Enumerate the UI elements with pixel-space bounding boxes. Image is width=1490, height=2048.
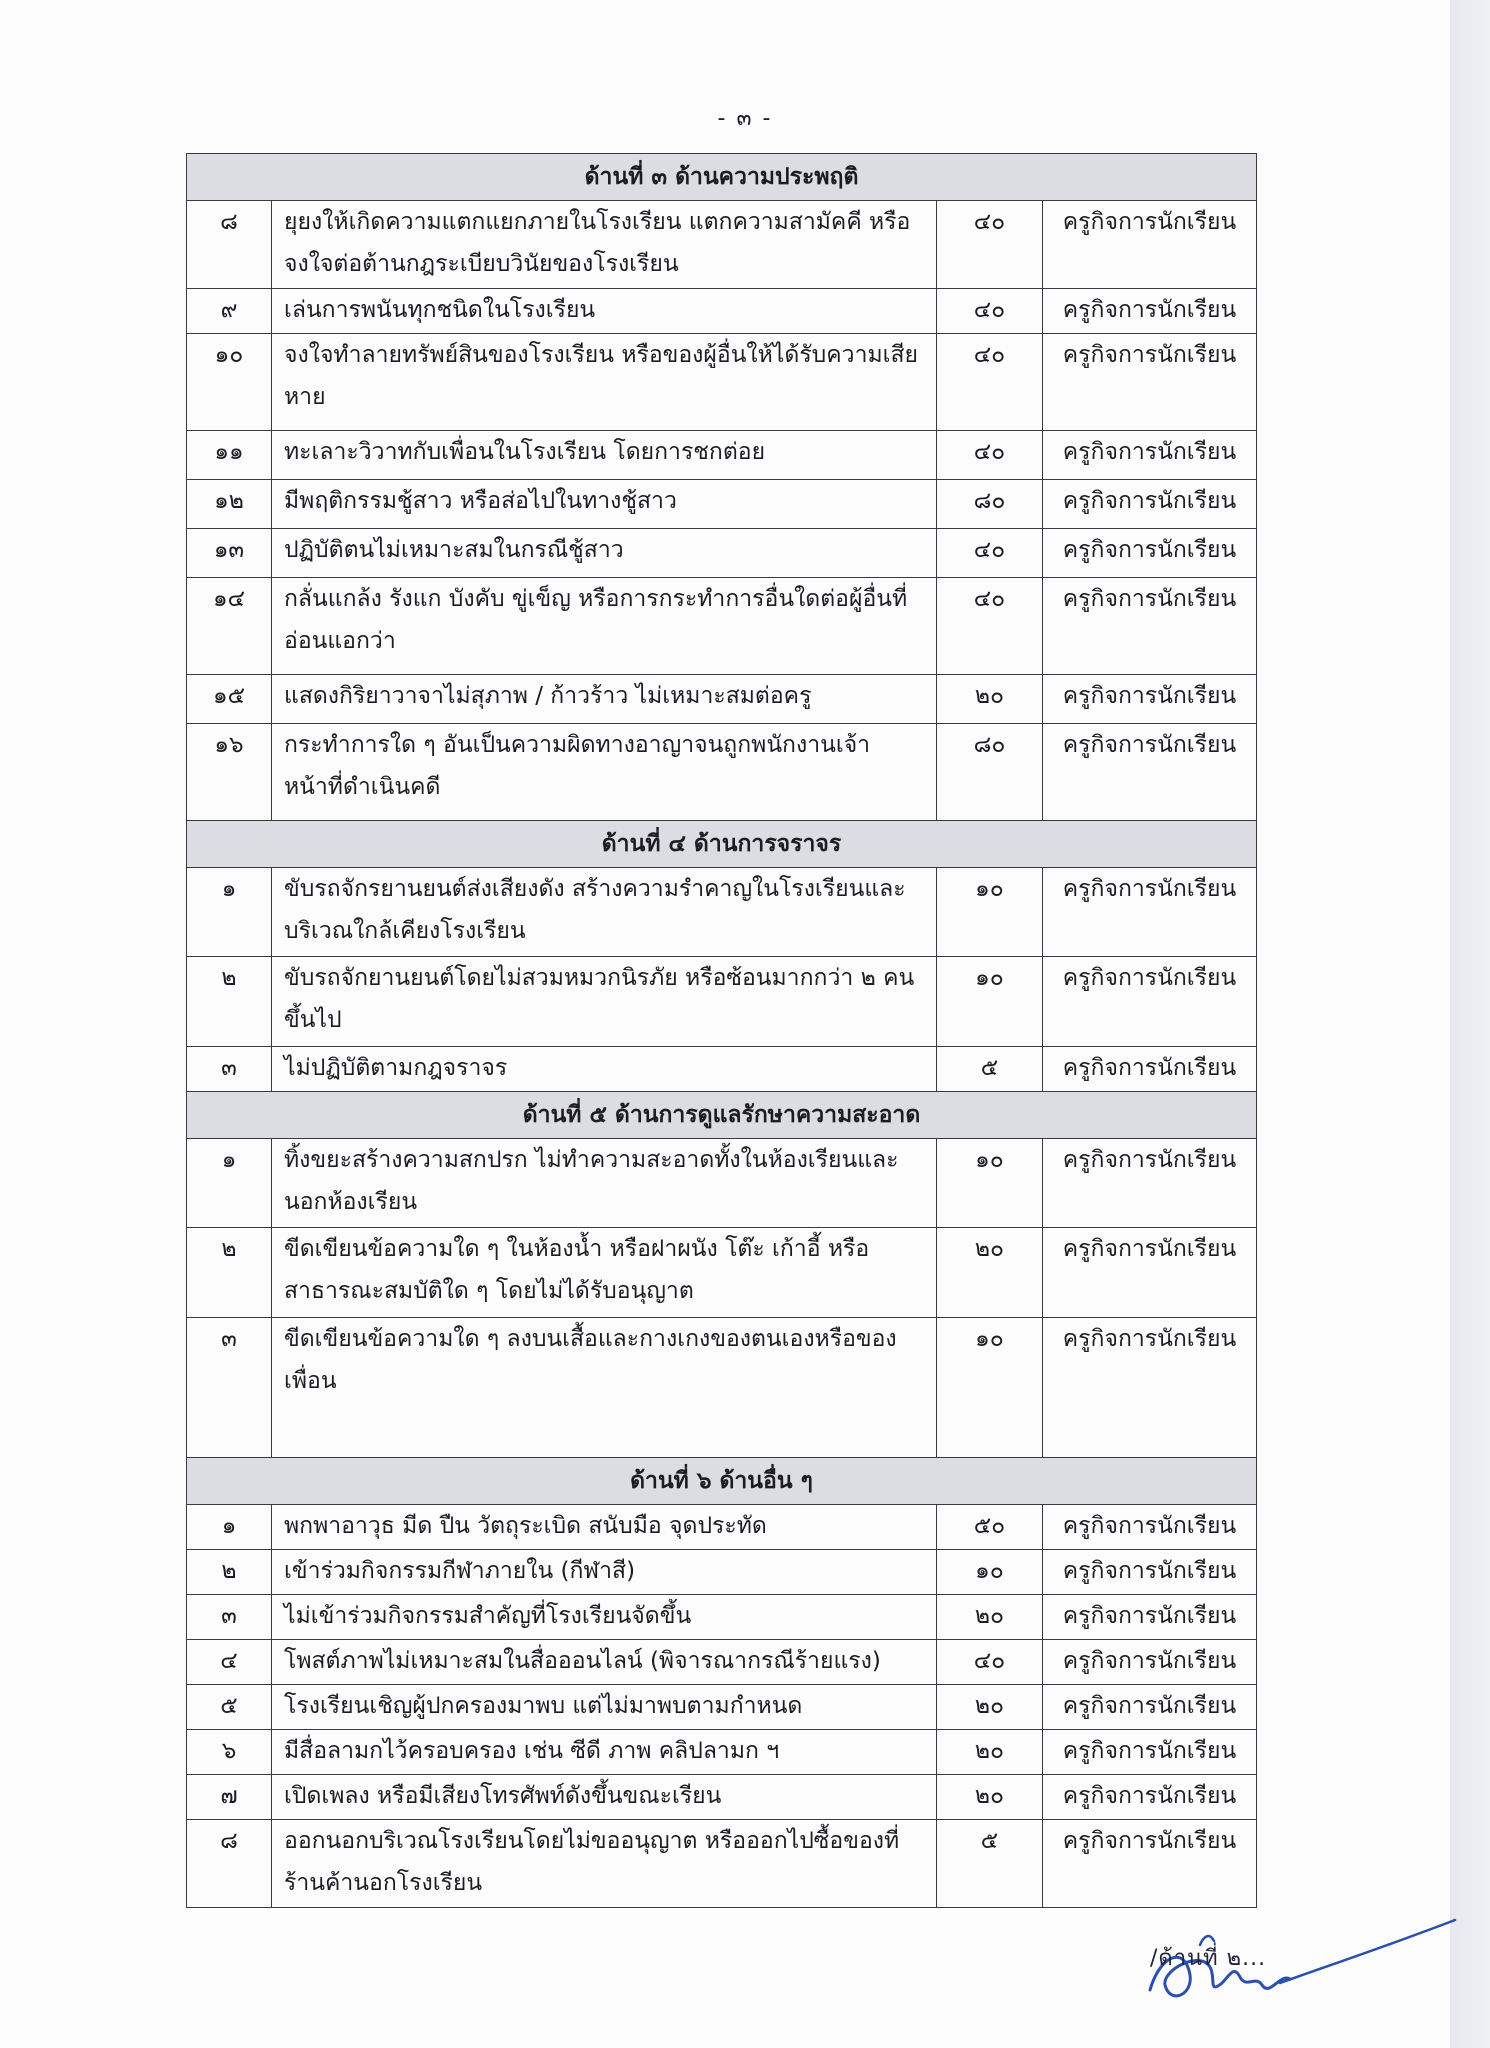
table-row <box>187 201 1257 289</box>
table-row <box>187 578 1257 675</box>
row-score: ๕๐ <box>937 1505 1043 1550</box>
page-edge <box>1450 0 1490 2048</box>
table-row <box>187 675 1257 724</box>
row-number: ๓ <box>187 1318 272 1458</box>
row-number: ๑ <box>187 868 272 957</box>
row-score: ๔๐ <box>937 334 1043 431</box>
row-responsible: ครูกิจการนักเรียน <box>1043 1685 1257 1730</box>
row-responsible: ครูกิจการนักเรียน <box>1043 1505 1257 1550</box>
section-title: ด้านที่ ๕ ด้านการดูแลรักษาความสะอาด <box>187 1092 1257 1139</box>
row-description: เปิดเพลง หรือมีเสียงโทรศัพท์ดังขึ้นขณะเรียน <box>272 1775 937 1820</box>
row-score: ๕ <box>937 1047 1043 1092</box>
row-description: ทิ้งขยะสร้างความสกปรก ไม่ทำความสะอาดทั้งในห้องเรียนและนอกห้องเรียน <box>272 1139 937 1228</box>
row-number: ๑๒ <box>187 480 272 529</box>
row-score: ๔๐ <box>937 201 1043 289</box>
row-score: ๑๐ <box>937 1550 1043 1595</box>
footer-continuation-note: /ด้านที่ ๒... <box>1150 1946 1267 1971</box>
row-description: จงใจทำลายทรัพย์สินของโรงเรียน หรือของผู้อื่นให้ได้รับความเสียหาย <box>272 334 937 431</box>
table-row <box>187 1685 1257 1730</box>
row-number: ๑ <box>187 1505 272 1550</box>
row-number: ๔ <box>187 1640 272 1685</box>
row-description: ขีดเขียนข้อความใด ๆ ลงบนเสื้อและกางเกงของตนเองหรือของเพื่อน <box>272 1318 937 1458</box>
table-row <box>187 1139 1257 1228</box>
section-title: ด้านที่ ๖ ด้านอื่น ๆ <box>187 1458 1257 1505</box>
row-number: ๒ <box>187 1228 272 1318</box>
row-description: ออกนอกบริเวณโรงเรียนโดยไม่ขออนุญาต หรือออกไปซื้อของที่ร้านค้านอกโรงเรียน <box>272 1820 937 1908</box>
row-number: ๑ <box>187 1139 272 1228</box>
row-score: ๒๐ <box>937 675 1043 724</box>
table-row <box>187 1595 1257 1640</box>
row-score: ๑๐ <box>937 1318 1043 1458</box>
row-number: ๒ <box>187 957 272 1047</box>
row-number: ๑๔ <box>187 578 272 675</box>
row-description: ปฏิบัติตนไม่เหมาะสมในกรณีชู้สาว <box>272 529 937 578</box>
row-score: ๒๐ <box>937 1775 1043 1820</box>
section-header <box>187 1092 1257 1139</box>
row-number: ๑๑ <box>187 431 272 480</box>
table-row <box>187 431 1257 480</box>
row-number: ๖ <box>187 1730 272 1775</box>
table-row <box>187 1505 1257 1550</box>
row-responsible: ครูกิจการนักเรียน <box>1043 675 1257 724</box>
rules-table <box>186 153 1257 1908</box>
row-responsible: ครูกิจการนักเรียน <box>1043 1640 1257 1685</box>
row-description: พกพาอาวุธ มีด ปืน วัตถุระเบิด สนับมือ จุดประทัด <box>272 1505 937 1550</box>
table-row <box>187 1820 1257 1908</box>
row-score: ๑๐ <box>937 957 1043 1047</box>
row-responsible: ครูกิจการนักเรียน <box>1043 1730 1257 1775</box>
section-title: ด้านที่ ๔ ด้านการจราจร <box>187 821 1257 868</box>
row-responsible: ครูกิจการนักเรียน <box>1043 529 1257 578</box>
table-row <box>187 480 1257 529</box>
row-responsible: ครูกิจการนักเรียน <box>1043 334 1257 431</box>
row-description: ทะเลาะวิวาทกับเพื่อนในโรงเรียน โดยการชกต่อย <box>272 431 937 480</box>
row-description: ขับรถจักรยานยนต์ส่งเสียงดัง สร้างความรำคาญในโรงเรียนและบริเวณใกล้เคียงโรงเรียน <box>272 868 937 957</box>
row-responsible: ครูกิจการนักเรียน <box>1043 1318 1257 1458</box>
row-score: ๒๐ <box>937 1685 1043 1730</box>
row-responsible: ครูกิจการนักเรียน <box>1043 724 1257 821</box>
row-score: ๒๐ <box>937 1595 1043 1640</box>
table-row <box>187 529 1257 578</box>
row-responsible: ครูกิจการนักเรียน <box>1043 1047 1257 1092</box>
table-row <box>187 957 1257 1047</box>
table-row <box>187 1550 1257 1595</box>
row-description: ไม่เข้าร่วมกิจกรรมสำคัญที่โรงเรียนจัดขึ้น <box>272 1595 937 1640</box>
row-score: ๔๐ <box>937 1640 1043 1685</box>
table-row <box>187 1730 1257 1775</box>
row-score: ๑๐ <box>937 1139 1043 1228</box>
row-score: ๔๐ <box>937 431 1043 480</box>
row-number: ๗ <box>187 1775 272 1820</box>
row-description: ขับรถจักยานยนต์โดยไม่สวมหมวกนิรภัย หรือซ้อนมากกว่า ๒ คนขึ้นไป <box>272 957 937 1047</box>
row-responsible: ครูกิจการนักเรียน <box>1043 1550 1257 1595</box>
row-score: ๔๐ <box>937 529 1043 578</box>
row-description: โพสต์ภาพไม่เหมาะสมในสื่อออนไลน์ (พิจารณากรณีร้ายแรง) <box>272 1640 937 1685</box>
row-responsible: ครูกิจการนักเรียน <box>1043 431 1257 480</box>
row-number: ๑๕ <box>187 675 272 724</box>
row-description: ขีดเขียนข้อความใด ๆ ในห้องน้ำ หรือฝาผนัง โต๊ะ เก้าอี้ หรือสาธารณะสมบัติใด ๆ โดยไม่ได้รับอนุญาต <box>272 1228 937 1318</box>
table-row <box>187 1775 1257 1820</box>
row-number: ๑๐ <box>187 334 272 431</box>
row-responsible: ครูกิจการนักเรียน <box>1043 1820 1257 1908</box>
row-score: ๔๐ <box>937 289 1043 334</box>
row-responsible: ครูกิจการนักเรียน <box>1043 1139 1257 1228</box>
section-header <box>187 821 1257 868</box>
row-number: ๘ <box>187 201 272 289</box>
table-row <box>187 1318 1257 1458</box>
row-responsible: ครูกิจการนักเรียน <box>1043 868 1257 957</box>
row-number: ๓ <box>187 1595 272 1640</box>
row-responsible: ครูกิจการนักเรียน <box>1043 201 1257 289</box>
table-row <box>187 1047 1257 1092</box>
row-number: ๓ <box>187 1047 272 1092</box>
row-description: เล่นการพนันทุกชนิดในโรงเรียน <box>272 289 937 334</box>
row-responsible: ครูกิจการนักเรียน <box>1043 1775 1257 1820</box>
row-score: ๑๐ <box>937 868 1043 957</box>
table-row <box>187 289 1257 334</box>
rules-table-body <box>187 154 1257 1908</box>
row-number: ๘ <box>187 1820 272 1908</box>
row-responsible: ครูกิจการนักเรียน <box>1043 289 1257 334</box>
section-header <box>187 1458 1257 1505</box>
row-score: ๘๐ <box>937 724 1043 821</box>
table-row <box>187 868 1257 957</box>
row-responsible: ครูกิจการนักเรียน <box>1043 1228 1257 1318</box>
row-description: ไม่ปฏิบัติตามกฎจราจร <box>272 1047 937 1092</box>
page-number: - ๓ - <box>717 106 773 131</box>
row-score: ๕ <box>937 1820 1043 1908</box>
row-description: โรงเรียนเชิญผู้ปกครองมาพบ แต่ไม่มาพบตามกำหนด <box>272 1685 937 1730</box>
row-description: กระทำการใด ๆ อันเป็นความผิดทางอาญาจนถูกพนักงานเจ้าหน้าที่ดำเนินคดี <box>272 724 937 821</box>
row-number: ๕ <box>187 1685 272 1730</box>
section-header <box>187 154 1257 201</box>
row-responsible: ครูกิจการนักเรียน <box>1043 957 1257 1047</box>
table-row <box>187 1228 1257 1318</box>
row-score: ๘๐ <box>937 480 1043 529</box>
row-number: ๙ <box>187 289 272 334</box>
table-row <box>187 1640 1257 1685</box>
row-number: ๒ <box>187 1550 272 1595</box>
row-number: ๑๓ <box>187 529 272 578</box>
section-title: ด้านที่ ๓ ด้านความประพฤติ <box>187 154 1257 201</box>
row-description: มีสื่อลามกไว้ครอบครอง เช่น ซีดี ภาพ คลิปลามก ฯ <box>272 1730 937 1775</box>
row-description: แสดงกิริยาวาจาไม่สุภาพ / ก้าวร้าว ไม่เหมาะสมต่อครู <box>272 675 937 724</box>
table-row <box>187 334 1257 431</box>
row-responsible: ครูกิจการนักเรียน <box>1043 480 1257 529</box>
row-responsible: ครูกิจการนักเรียน <box>1043 1595 1257 1640</box>
row-score: ๔๐ <box>937 578 1043 675</box>
row-description: กลั่นแกล้ง รังแก บังคับ ขู่เข็ญ หรือการกระทำการอื่นใดต่อผู้อื่นที่อ่อนแอกว่า <box>272 578 937 675</box>
row-number: ๑๖ <box>187 724 272 821</box>
row-responsible: ครูกิจการนักเรียน <box>1043 578 1257 675</box>
row-score: ๒๐ <box>937 1228 1043 1318</box>
table-row <box>187 724 1257 821</box>
row-description: เข้าร่วมกิจกรรมกีฬาภายใน (กีฬาสี) <box>272 1550 937 1595</box>
row-description: ยุยงให้เกิดความแตกแยกภายในโรงเรียน แตกความสามัคคี หรือจงใจต่อต้านกฎระเบียบวินัยของโรงเรียน <box>272 201 937 289</box>
row-description: มีพฤติกรรมชู้สาว หรือส่อไปในทางชู้สาว <box>272 480 937 529</box>
row-score: ๒๐ <box>937 1730 1043 1775</box>
